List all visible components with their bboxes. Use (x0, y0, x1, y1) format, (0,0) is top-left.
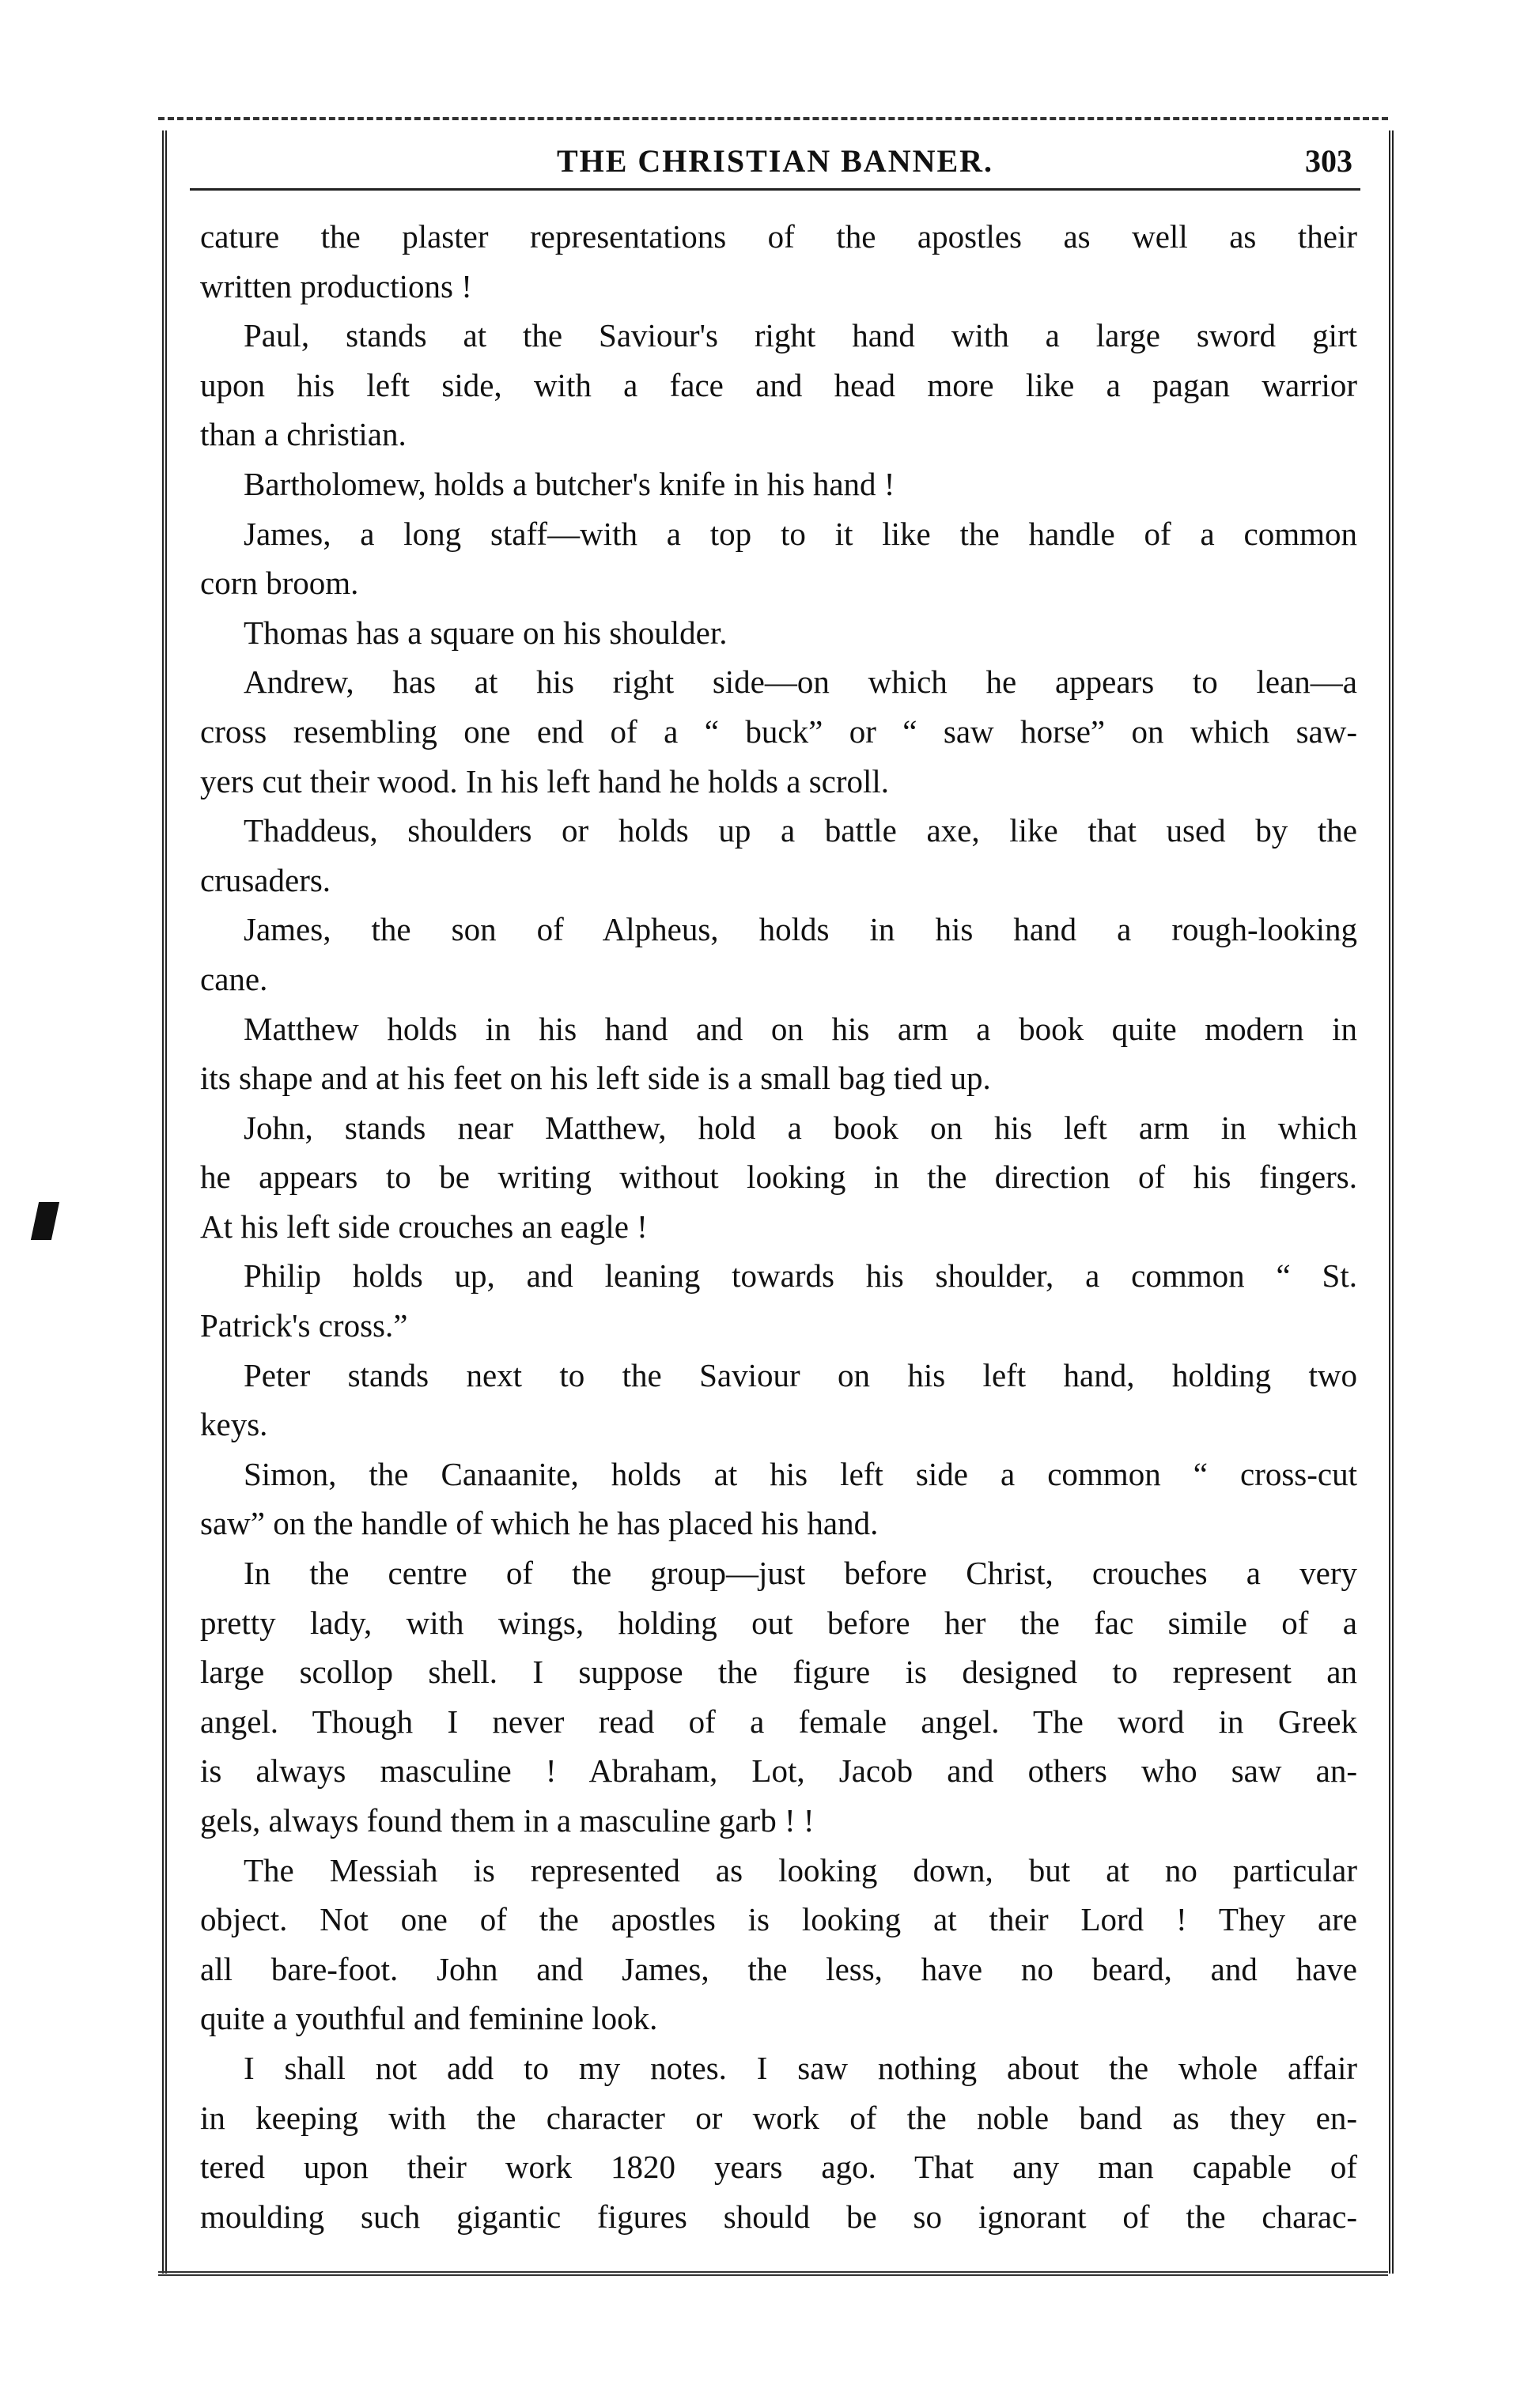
text-line: he appears to be writing without looking in the direction of his fingers. (200, 1159, 1357, 1196)
text-line: tered upon their work 1820 years ago. That any man capable of (200, 2149, 1357, 2186)
text-line: written productions ! (200, 267, 472, 304)
text-line: in keeping with the character or work of the noble band as they en- (200, 2099, 1357, 2136)
text-line: cross resembling one end of a “ buck” or “ saw horse” on which saw- (200, 713, 1357, 750)
text-line: Andrew, has at his right side—on which he appears to lean—a (244, 663, 1357, 701)
text-line: At his left side crouches an eagle ! (200, 1208, 648, 1245)
margin-ink-mark (31, 1202, 59, 1240)
text-line: is always masculine ! Abraham, Lot, Jacob and others who saw an- (200, 1752, 1357, 1790)
text-line: yers cut their wood. In his left hand he holds a scroll. (200, 762, 890, 800)
text-line: I shall not add to my notes. I saw nothing about the whole affair (244, 2049, 1357, 2086)
bottom-border-rule (158, 2271, 1388, 2276)
text-line: James, a long staff—with a top to it like the handle of a common (244, 515, 1357, 552)
text-line: cature the plaster representations of the apostles as well as their (200, 218, 1357, 255)
text-line: Matthew holds in his hand and on his arm a book quite modern in (244, 1010, 1357, 1047)
running-title: THE CHRISTIAN BANNER. (556, 143, 994, 179)
text-line: all bare-foot. John and James, the less, have no beard, and have (200, 1950, 1357, 1987)
text-line: The Messiah is represented as looking down, but at no particular (244, 1851, 1357, 1888)
page-number: 303 (1305, 143, 1352, 179)
text-line: than a christian. (200, 416, 407, 453)
text-line: Thomas has a square on his shoulder. (244, 614, 728, 651)
text-line: Patrick's cross.” (200, 1307, 408, 1344)
text-line: cane. (200, 960, 268, 997)
text-line: crusaders. (200, 861, 331, 898)
text-line: John, stands near Matthew, hold a book on his left arm in which (244, 1109, 1357, 1146)
text-line: saw” on the handle of which he has placed his hand. (200, 1505, 879, 1542)
text-line: keys. (200, 1406, 268, 1443)
text-line: Paul, stands at the Saviour's right hand with a large sword girt (244, 317, 1357, 354)
text-line: Simon, the Canaanite, holds at his left side a common “ cross-cut (244, 1455, 1357, 1492)
text-line: gels, always found them in a masculine garb ! ! (200, 1802, 815, 1839)
text-line: Bartholomew, holds a butcher's knife in his hand ! (244, 465, 895, 502)
text-line: large scollop shell. I suppose the figure is designed to represent an (200, 1654, 1357, 1691)
text-line: angel. Though I never read of a female angel. The word in Greek (200, 1703, 1357, 1740)
text-line: moulding such gigantic figures should be so ignorant of the charac- (200, 2198, 1357, 2235)
text-line: Thaddeus, shoulders or holds up a battle axe, like that used by the (244, 812, 1357, 849)
text-line: object. Not one of the apostles is looking at their Lord ! They are (200, 1901, 1357, 1938)
top-border-rule (158, 117, 1388, 120)
text-line: Philip holds up, and leaning towards his shoulder, a common “ St. (244, 1257, 1357, 1295)
text-line: Peter stands next to the Saviour on his left hand, holding two (244, 1356, 1357, 1393)
text-line: quite a youthful and feminine look. (200, 2000, 658, 2037)
text-line: James, the son of Alpheus, holds in his hand a rough-looking (244, 911, 1357, 948)
text-line: its shape and at his feet on his left side is a small bag tied up. (200, 1060, 991, 1097)
page-header (190, 133, 1360, 191)
text-line: corn broom. (200, 565, 359, 602)
article-body (200, 212, 1357, 2241)
text-line: In the centre of the group—just before Christ, crouches a very (244, 1555, 1357, 1592)
text-line: upon his left side, with a face and head more like a pagan warrior (200, 366, 1357, 403)
text-line: pretty lady, with wings, holding out before her the fac simile of a (200, 1604, 1357, 1641)
